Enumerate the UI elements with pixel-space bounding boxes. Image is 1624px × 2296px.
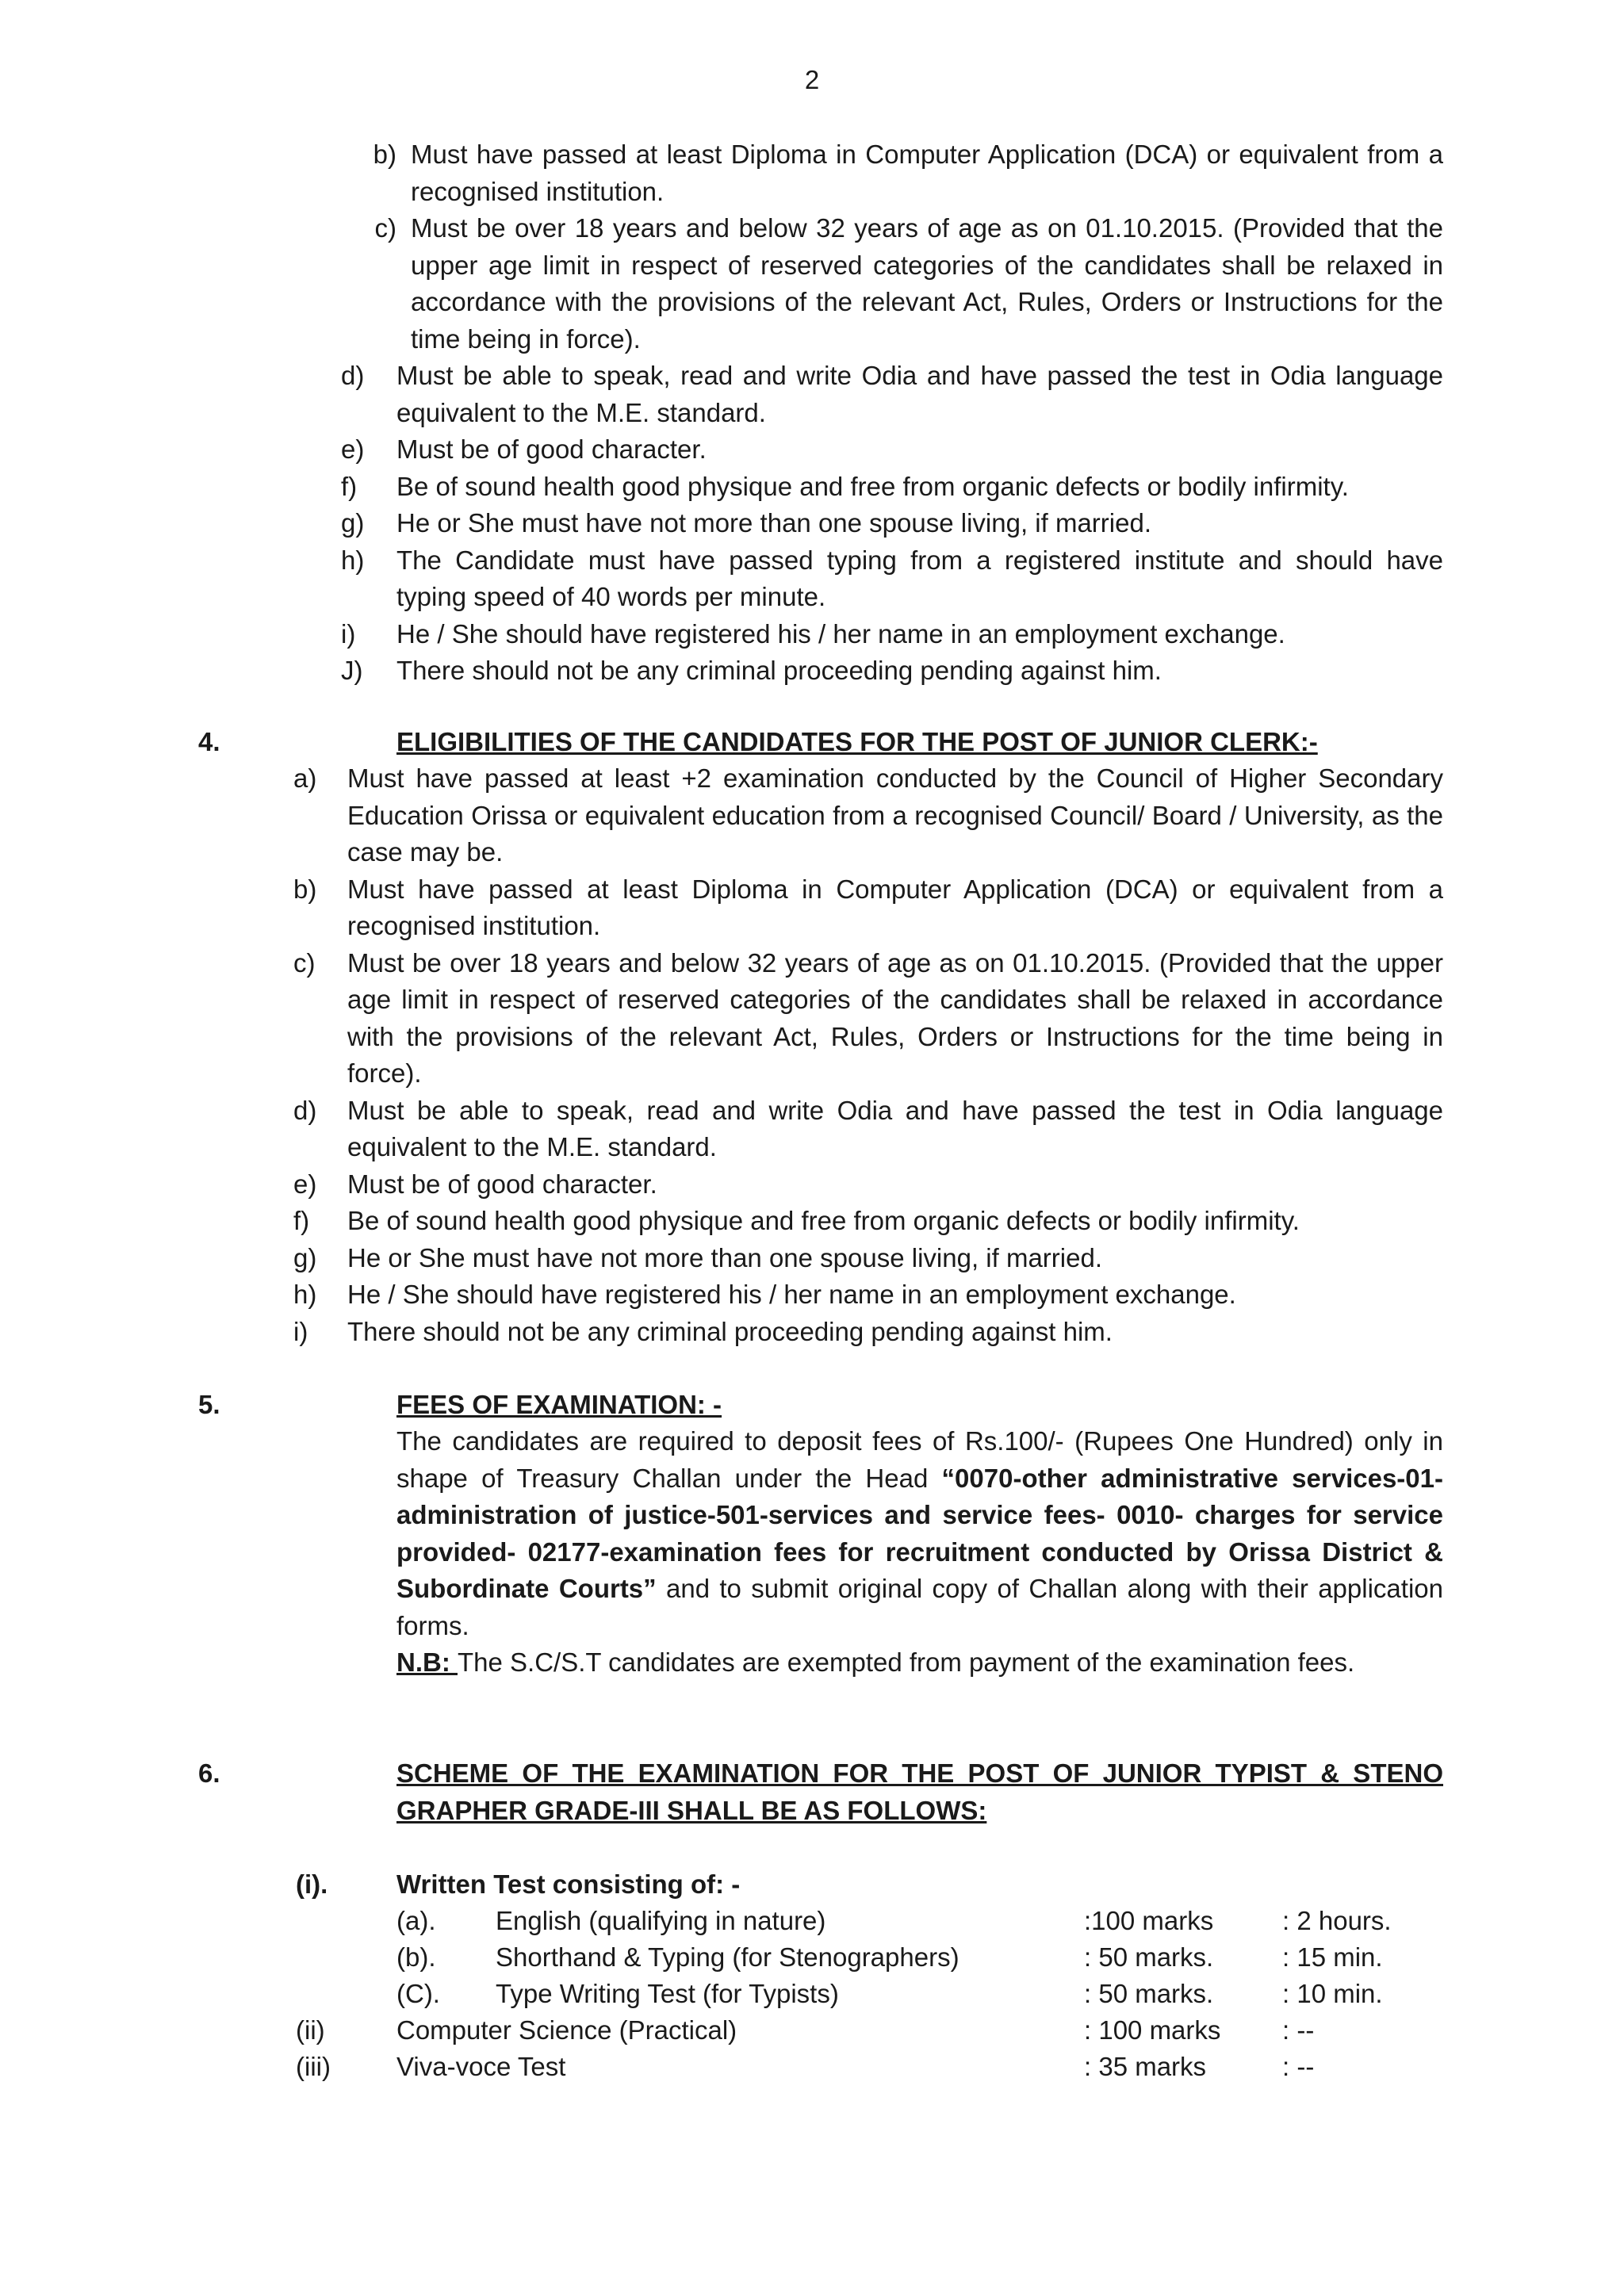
section5-body: The candidates are required to deposit fees of Rs.100/- (Rupees One Hundred) only in shape of Treasury Challan under the Head “0070-other administrative services-01-administration of justice-501-services and service fees- 0010- charges for service provided- 02177-examination fees for recruitment conducted by Orissa District & Subordinate Courts” and to submit original copy of Challan along with their application forms. [396,1426,1443,1640]
section5-number: 5. [198,1390,220,1419]
list-item: c) Must be over 18 years and below 32 years of age as on 01.10.2015. (Provided that the upper age limit in respect of reserved categories of the candidates shall be relaxed in accordance with the provisions of the relevant Act, Rules, Orders or Instructions for the time being in force). [374,213,1443,354]
list-item: b) Must have passed at least Diploma in Computer Application (DCA) or equivalent from a recognised institution. [373,140,1443,206]
section3-list [341,136,1443,690]
list-item: d) Must be able to speak, read and write Odia and have passed the test in Odia language equivalent to the M.E. standard. [293,1095,1443,1161]
section4-list [293,760,1443,1350]
list-item: i) There should not be any criminal proceeding pending against him. [293,1316,1113,1346]
list-item: d) Must be able to speak, read and write Odia and have passed the test in Odia language equivalent to the M.E. standard. [341,361,1443,427]
list-item: b) Must have passed at least Diploma in Computer Application (DCA) or equivalent from a recognised institution. [293,874,1443,940]
list-item: g) He or She must have not more than one spouse living, if married. [293,1242,1102,1272]
section6-number: 6. [198,1758,220,1788]
list-item: e) Must be of good character. [293,1169,657,1199]
written-test-label: (i). [296,1869,328,1899]
list-item: c) Must be over 18 years and below 32 years of age as on 01.10.2015. (Provided that the upper age limit in respect of reserved categories of the candidates shall be relaxed in accordance with the provisions of the relevant Act, Rules, Orders or Instructions for the time being in force). [293,947,1443,1088]
list-item: f) Be of sound health good physique and free from organic defects or bodily infirmity. [341,471,1349,501]
nb-note: N.B: The S.C/S.T candidates are exempted from payment of the examination fees. [396,1647,1355,1677]
list-item: h) He / She should have registered his / her name in an employment exchange. [293,1280,1236,1309]
list-item: a) Must have passed at least +2 examination conducted by the Council of Higher Secondary Education Orissa or equivalent education from a recognised Council/ Board / University, as the case may be. [293,763,1443,867]
section5-title: FEES OF EXAMINATION: - [396,1390,722,1419]
list-item: h) The Candidate must have passed typing from a registered institute and should have typing speed of 40 words per minute. [341,545,1443,611]
section4-title: ELIGIBILITIES OF THE CANDIDATES FOR THE POST OF JUNIOR CLERK:- [396,727,1318,756]
list-item: i) He / She should have registered his / her name in an employment exchange. [341,618,1285,649]
section4-number: 4. [198,727,220,756]
written-test-title: Written Test consisting of: - [396,1869,741,1899]
page-number: 2 [804,65,820,94]
list-item: e) Must be of good character. [341,434,707,464]
list-item: J) There should not be any criminal proceeding pending against him. [341,656,1162,685]
list-item: f) Be of sound health good physique and free from organic defects or bodily infirmity. [293,1206,1300,1235]
section6-title: SCHEME OF THE EXAMINATION FOR THE POST OF JUNIOR TYPIST & STENO GRAPHER GRADE-III SHALL BE AS FOLLOWS: [396,1758,1443,1825]
list-item: g) He or She must have not more than one spouse living, if married. [341,508,1151,538]
